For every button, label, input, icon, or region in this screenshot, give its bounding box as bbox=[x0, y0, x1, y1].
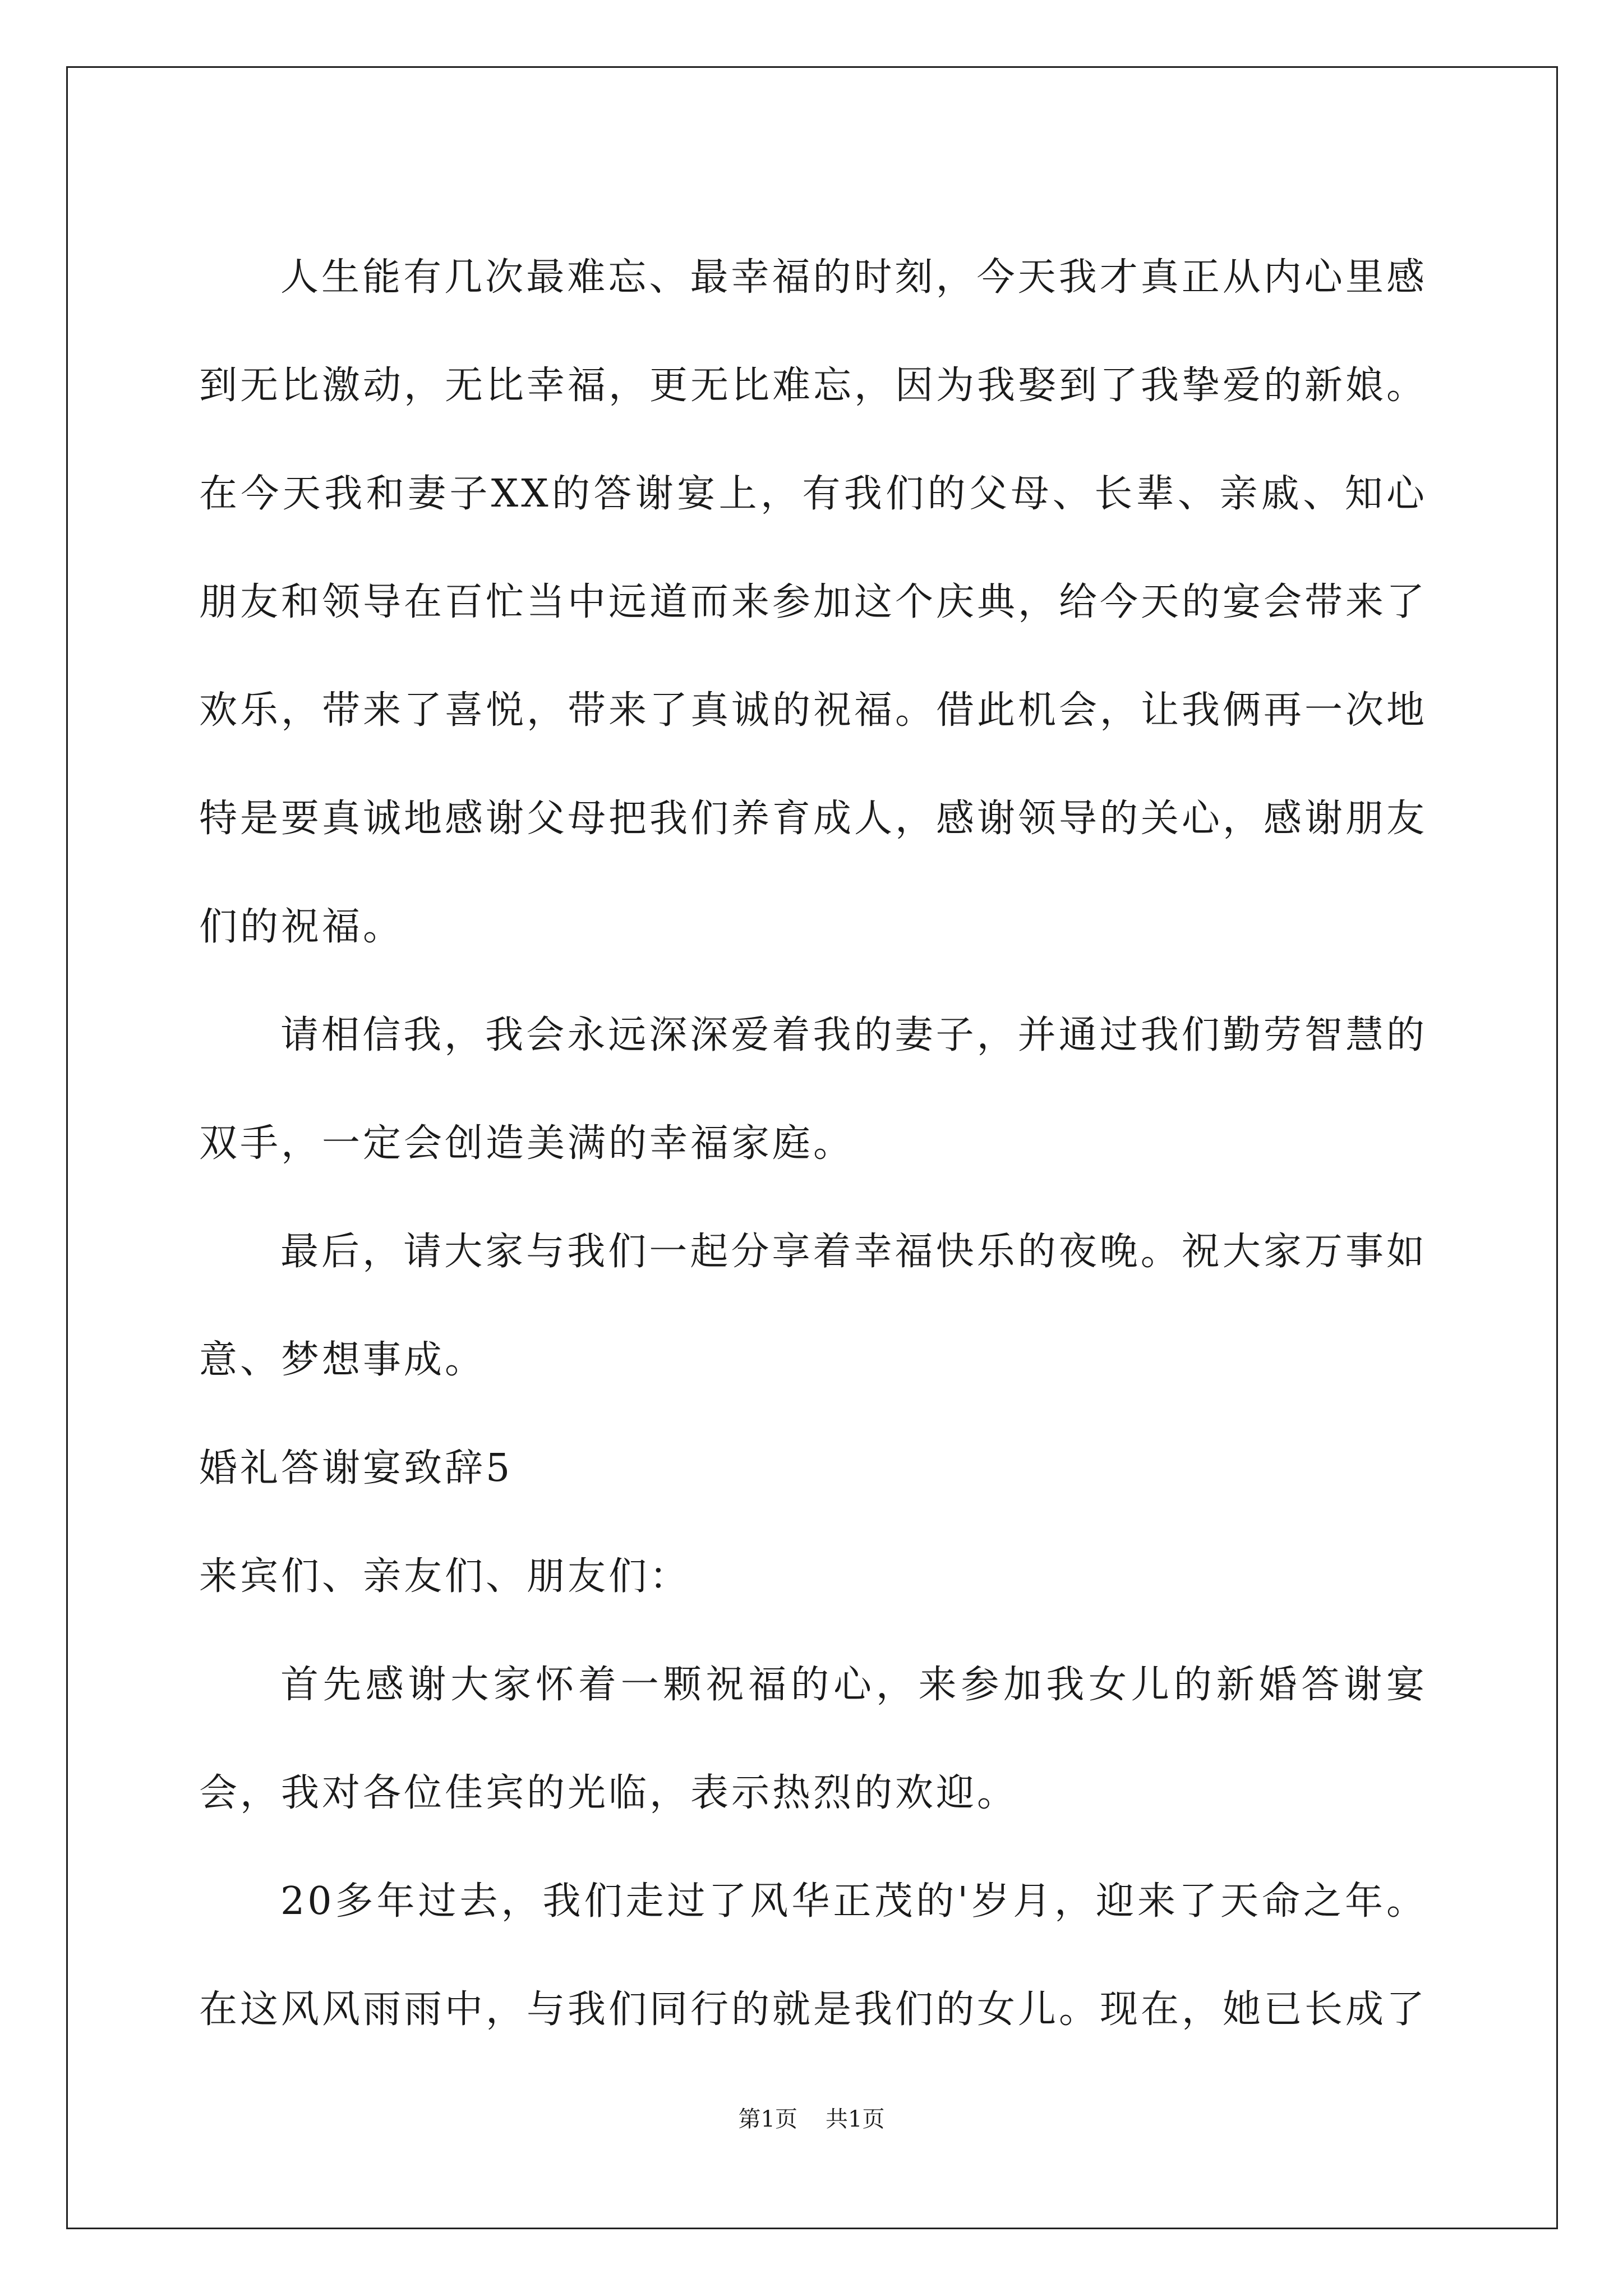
paragraph-2: 在今天我和妻子XX的答谢宴上，有我们的父母、长辈、亲戚、知心朋友和领导在百忙当中远道而来参加这个庆典，给今天的宴会带来了欢乐，带来了喜悦，带来了真诚的祝福。借此机会，让我俩再一次地特是要真诚地感谢父母把我们养育成人，感谢领导的关心，感谢朋友们的祝福。 bbox=[199, 472, 1428, 949]
paragraph-5: 首先感谢大家怀着一颗祝福的心，来参加我女儿的新婚答谢宴会，我对各位佳宾的光临，表示热烈的欢迎。 bbox=[199, 1663, 1427, 1815]
paragraph-3: 请相信我，我会永远深深爱着我的妻子，并通过我们勤劳智慧的双手，一定会创造美满的幸福家庭。 bbox=[199, 1013, 1427, 1166]
salutation: 来宾们、亲友们、朋友们： bbox=[199, 1554, 691, 1599]
document-body bbox=[199, 223, 1427, 2064]
paragraph-6: 20多年过去，我们走过了风华正茂的'岁月，迎来了天命之年。在这风风雨雨中，与我们同行的就是我们的女儿。现在，她已长成了 bbox=[199, 1879, 1428, 2032]
paragraph-4: 最后，请大家与我们一起分享着幸福快乐的夜晚。祝大家万事如意、梦想事成。 bbox=[199, 1230, 1427, 1382]
paragraph-1: 人生能有几次最难忘、最幸福的时刻，今天我才真正从内心里感到无比激动，无比幸福，更无比难忘，因为我娶到了我挚爱的新娘。 bbox=[199, 255, 1428, 408]
page-total: 共1页 bbox=[826, 2106, 885, 2132]
page-footer bbox=[0, 2102, 1623, 2136]
section-heading: 婚礼答谢宴致辞5 bbox=[199, 1446, 513, 1490]
page-number: 第1页 bbox=[738, 2106, 797, 2132]
